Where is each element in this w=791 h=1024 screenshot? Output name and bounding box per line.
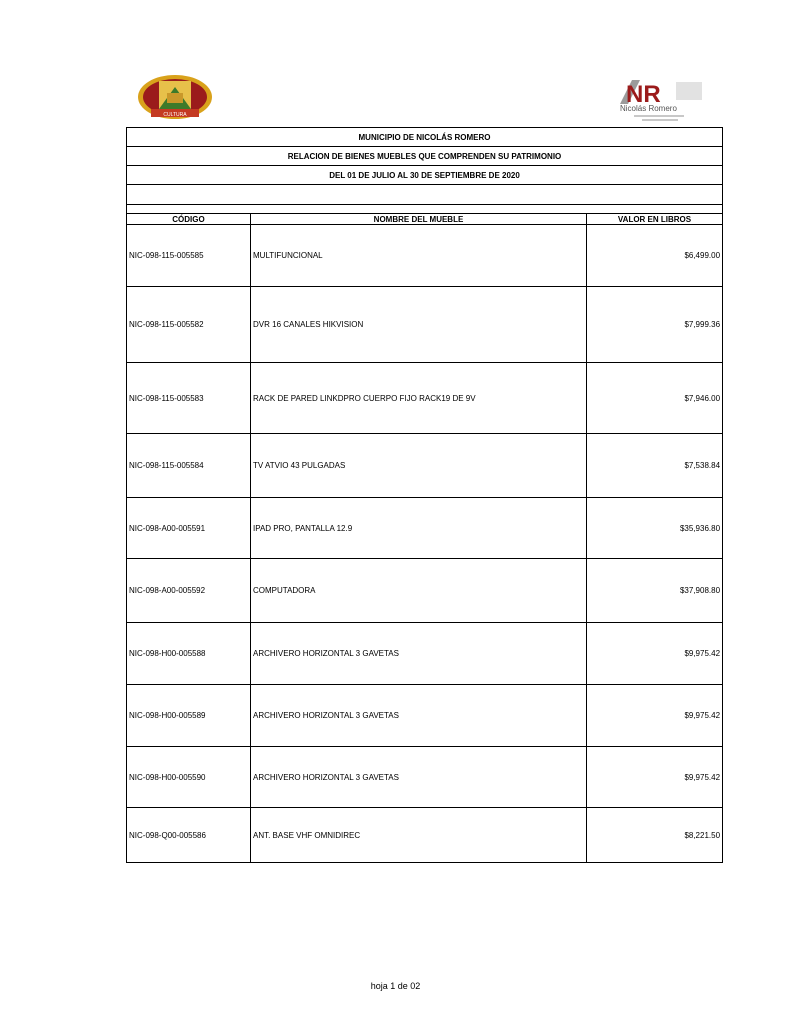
cell-name: ARCHIVERO HORIZONTAL 3 GAVETAS: [251, 747, 587, 808]
document-period: DEL 01 DE JULIO AL 30 DE SEPTIEMBRE DE 2020: [127, 166, 723, 185]
cell-name: ARCHIVERO HORIZONTAL 3 GAVETAS: [251, 685, 587, 747]
cell-name: COMPUTADORA: [251, 559, 587, 623]
cell-value: $7,538.84: [587, 434, 723, 498]
cell-name: MULTIFUNCIONAL: [251, 225, 587, 287]
cell-code: NIC-098-Q00-005586: [127, 808, 251, 863]
cell-name: TV ATVIO 43 PULGADAS: [251, 434, 587, 498]
cell-value: $7,946.00: [587, 363, 723, 434]
cell-code: NIC-098-115-005585: [127, 225, 251, 287]
table-row: [127, 498, 723, 559]
blank-row: [127, 185, 723, 205]
table-row: [127, 559, 723, 623]
document-title: MUNICIPIO DE NICOLÁS ROMERO: [127, 128, 723, 147]
cell-code: NIC-098-H00-005588: [127, 623, 251, 685]
nr-logo: [612, 74, 710, 124]
table-row: [127, 287, 723, 363]
cell-code: NIC-098-115-005584: [127, 434, 251, 498]
document-subtitle: RELACION DE BIENES MUEBLES QUE COMPRENDEN SU PATRIMONIO: [127, 147, 723, 166]
cell-name: IPAD PRO, PANTALLA 12.9: [251, 498, 587, 559]
cell-value: $9,975.42: [587, 685, 723, 747]
logo-right-text: Nicolás Romero: [620, 104, 677, 113]
table-row: [127, 434, 723, 498]
cell-value: $37,908.80: [587, 559, 723, 623]
cell-value: $9,975.42: [587, 623, 723, 685]
cell-value: $8,221.50: [587, 808, 723, 863]
table-row: [127, 623, 723, 685]
cell-code: NIC-098-A00-005592: [127, 559, 251, 623]
cell-value: $9,975.42: [587, 747, 723, 808]
cell-name: RACK DE PARED LINKDPRO CUERPO FIJO RACK19 DE 9V: [251, 363, 587, 434]
table-row: [127, 747, 723, 808]
cell-name: DVR 16 CANALES HIKVISION: [251, 287, 587, 363]
cell-code: NIC-098-H00-005589: [127, 685, 251, 747]
table-row: [127, 363, 723, 434]
municipal-coat-of-arms-logo: [137, 73, 214, 121]
cell-code: NIC-098-A00-005591: [127, 498, 251, 559]
table-row: [127, 685, 723, 747]
column-header-code: CÓDIGO: [127, 214, 251, 225]
cell-value: $35,936.80: [587, 498, 723, 559]
table-row: [127, 225, 723, 287]
column-header-name: NOMBRE DEL MUEBLE: [251, 214, 587, 225]
cell-code: NIC-098-115-005582: [127, 287, 251, 363]
cell-name: ANT. BASE VHF OMNIDIREC: [251, 808, 587, 863]
table-row: [127, 808, 723, 863]
cell-code: NIC-098-H00-005590: [127, 747, 251, 808]
page-number: hoja 1 de 02: [370, 981, 421, 991]
inventory-table: [126, 127, 723, 863]
cell-value: $6,499.00: [587, 225, 723, 287]
cell-code: NIC-098-115-005583: [127, 363, 251, 434]
blank-row: [127, 205, 723, 214]
column-header-value: VALOR EN LIBROS: [587, 214, 723, 225]
logo-left-text: CULTURA: [163, 112, 187, 118]
logo-right-brand: NR: [626, 81, 661, 108]
cell-value: $7,999.36: [587, 287, 723, 363]
cell-name: ARCHIVERO HORIZONTAL 3 GAVETAS: [251, 623, 587, 685]
